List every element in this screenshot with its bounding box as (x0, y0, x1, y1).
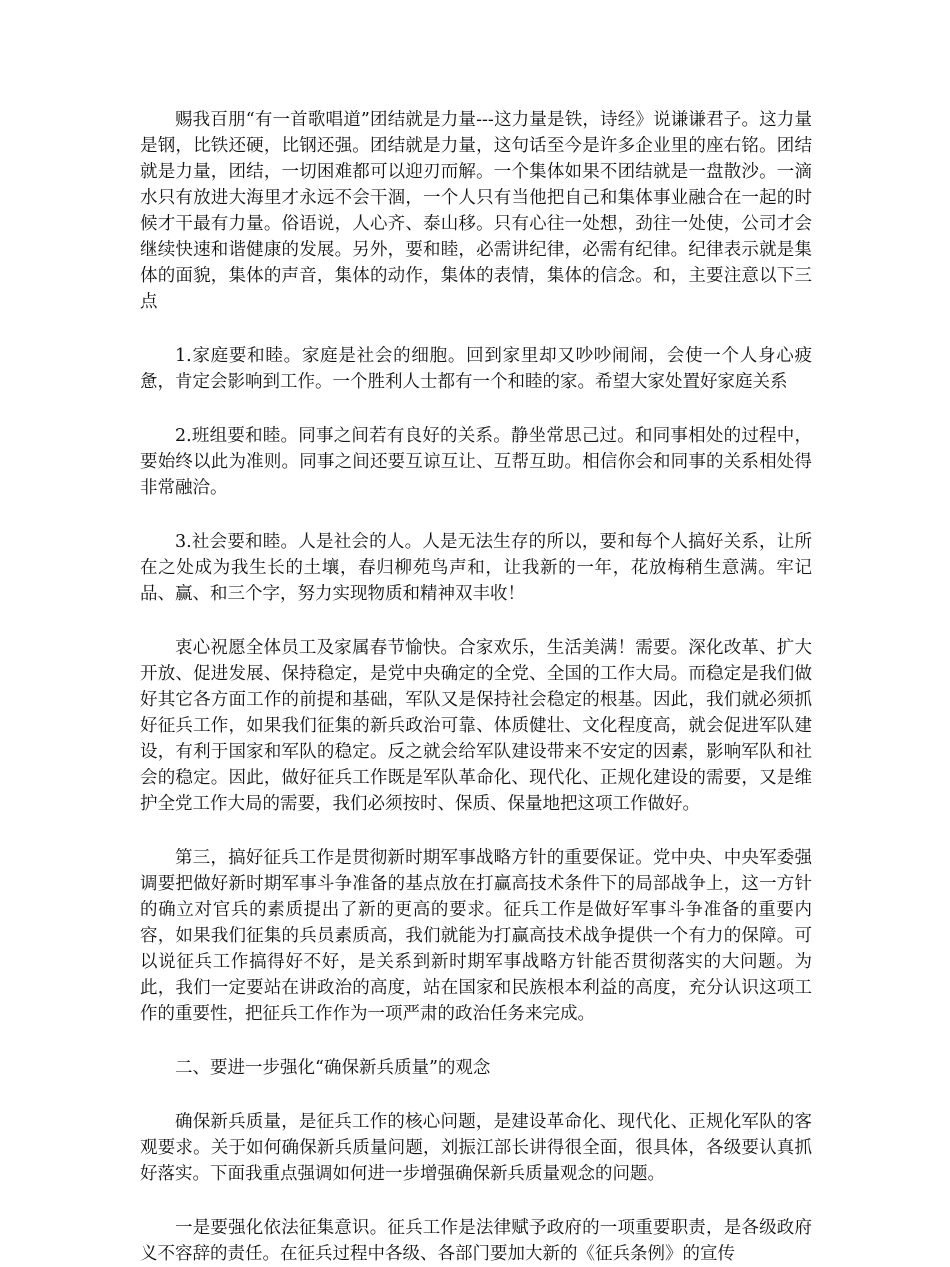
section-heading-recruit-quality: 二、要进一步强化“确保新兵质量”的观念 (175, 1058, 491, 1078)
paragraph-unity: 赐我百朋“有一首歌唱道”团结就是力量---这力量是铁，诗经》说谦谦君子。这力量是钢，比铁还硬，比钢还强。团结就是力量，这句话至今是许多企业里的座右铭。团结就是力量，团结，一切困难都可以迎刃而解。一个集体如果不团结就是一盘散沙。一滴水只有放进大海里才永远不会干涸，一个人只有当他把自己和集体事业融合在一起的时候才干最有力量。俗语说，人心齐、泰山移。只有心往一处想，劲往一处使，公司才会继续快速和谐健康的发展。另外，要和睦，必需讲纪律，必需有纪律。纪律表示就是集体的面貌，集体的声音，集体的动作，集体的表情，集体的信念。和，主要注意以下三点 (140, 110, 812, 312)
paragraph-third-point: 第三，搞好征兵工作是贯彻新时期军事战略方针的重要保证。党中央、中央军委强调要把做好新时期军事斗争准备的基点放在打赢高技术条件下的局部战争上，这一方针的确立对官兵的素质提出了新的更高的要求。征兵工作是做好军事斗争准备的重要内容，如果我们征集的兵员素质高，我们就能为打赢高技术战争提供一个有力的保障。可以说征兵工作搞得好不好，是关系到新时期军事战略方针能否贯彻落实的大问题。为此，我们一定要站在讲政治的高度，站在国家和民族根本利益的高度，充分认识这项工作的重要性，把征兵工作作为一项严肃的政治任务来完成。 (140, 848, 812, 1024)
document-page (140, 107, 812, 1267)
paragraph-new-year-wishes: 衷心祝愿全体员工及家属春节愉快。合家欢乐，生活美满！需要。深化改革、扩大开放、促进发展、保持稳定，是党中央确定的全党、全国的工作大局。而稳定是我们做好其它各方面工作的前提和基础，军队又是保持社会稳定的根基。因此，我们就必须抓好征兵工作，如果我们征集的新兵政治可靠、体质健壮、文化程度高，就会促进军队建设，有利于国家和军队的稳定。反之就会给军队建设带来不安定的因素，影响军队和社会的稳定。因此，做好征兵工作既是军队革命化、现代化、正规化建设的需要，又是维护全党工作大局的需要，我们必须按时、保质、保量地把这项工作做好。 (140, 638, 812, 814)
paragraph-legal-recruitment: 一是要强化依法征集意识。征兵工作是法律赋予政府的一项重要职责，是各级政府义不容辞的责任。在征兵过程中各级、各部门要加大新的《征兵条例》的宣传 (140, 1218, 812, 1264)
paragraph-family-harmony: 1.家庭要和睦。家庭是社会的细胞。回到家里却又吵吵闹闹，会使一个人身心疲惫，肯定会影响到工作。一个胜利人士都有一个和睦的家。希望大家处置好家庭关系 (140, 346, 812, 392)
paragraph-team-harmony: 2.班组要和睦。同事之间若有良好的关系。静坐常思己过。和同事相处的过程中，要始终以此为准则。同事之间还要互谅互让、互帮互助。相信你会和同事的关系相处得非常融洽。 (140, 426, 812, 498)
paragraph-society-harmony: 3.社会要和睦。人是社会的人。人是无法生存的所以，要和每个人搞好关系，让所在之处成为我生长的土壤，春归柳苑鸟声和，让我新的一年，花放梅稍生意满。牢记品、赢、和三个字，努力实现物质和精神双丰收！ (140, 532, 812, 604)
paragraph-recruit-quality: 确保新兵质量，是征兵工作的核心问题，是建设革命化、现代化、正规化军队的客观要求。关于如何确保新兵质量问题，刘振江部长讲得很全面，很具体，各级要认真抓好落实。下面我重点强调如何进一步增强确保新兵质量观念的问题。 (140, 1112, 812, 1184)
